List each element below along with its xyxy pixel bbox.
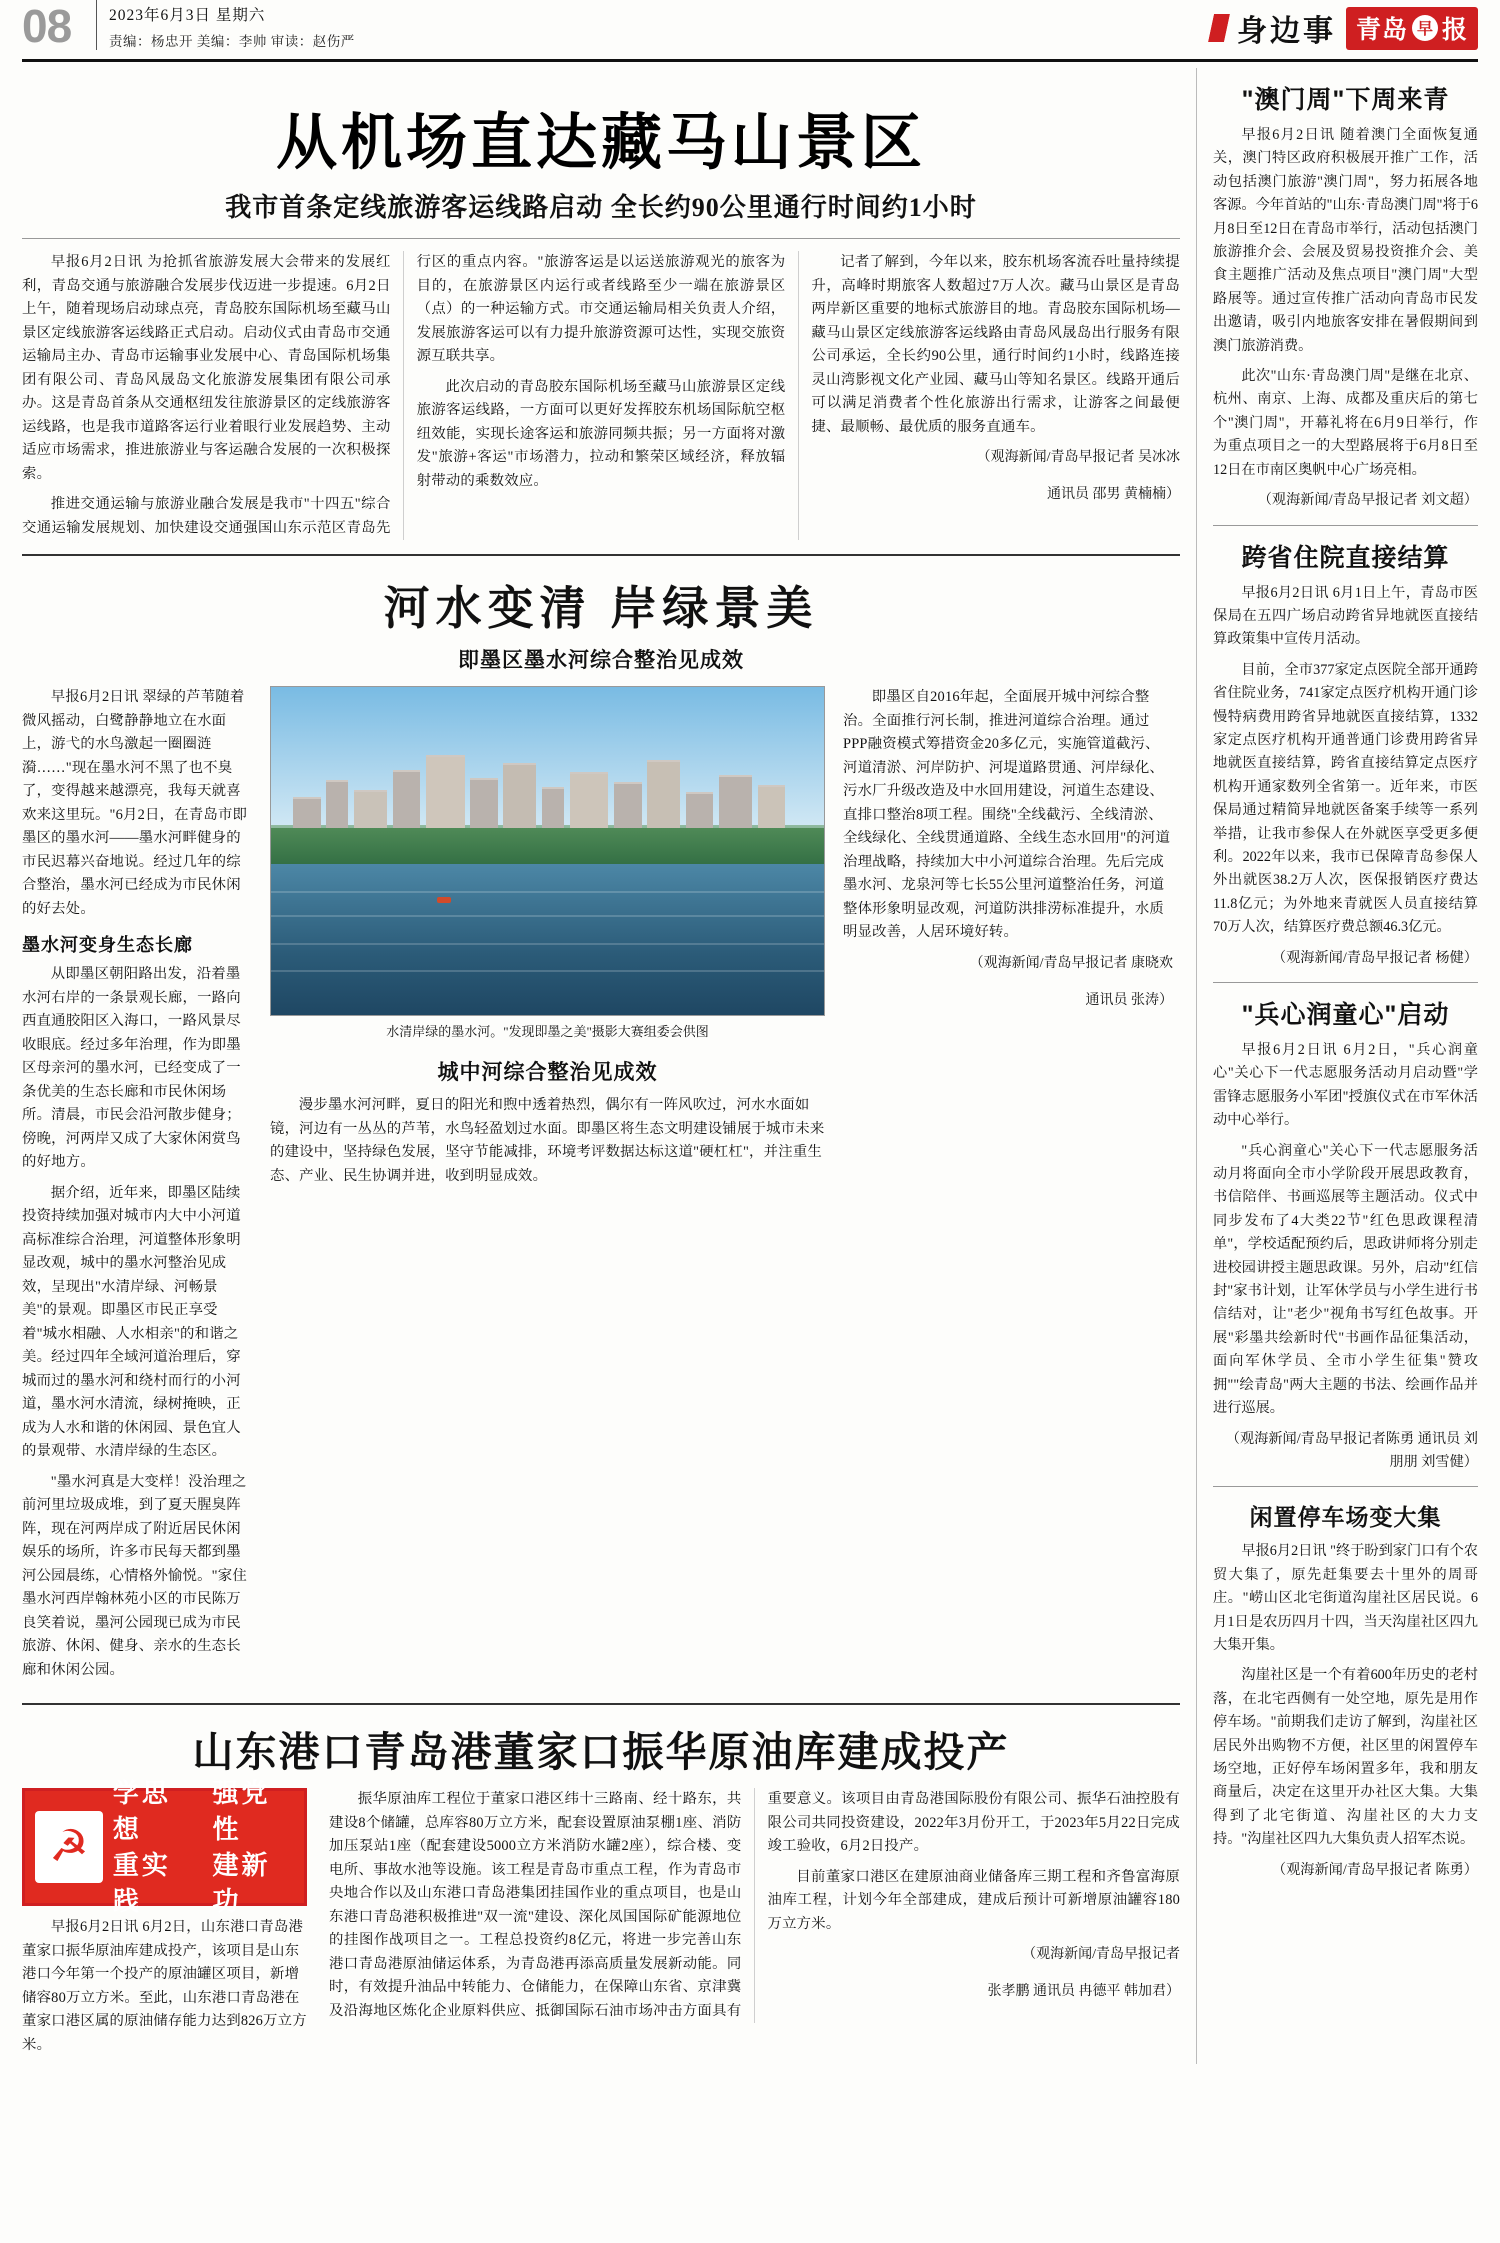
sidebar-headline: 跨省住院直接结算 — [1241, 543, 1450, 572]
paragraph: 振华原油库工程位于董家口港区纬十三路南、经十路东，共建设8个储罐，总库容80万立方米，配套设置原油泵棚1座、消防加压泵站1座（配套建设5000立方米消防水罐2座），综合楼、变电所、事故水池等设施。该工程是青岛市重点工程，作为青岛市央地合作以及山东港口青岛港集团挂国作业的重点项目，也是山东港口青岛港积极推进"双一流"建设、深化凤国国际矿能源地位的挂图作战项目之一。工程总投资约8亿元，将进一步完善山东港口青岛港原油储运体系，为青岛港再添高质量发展新动能。同时，有效提升油品中转能力、仓储能力，在保障山东省、京津冀及沿海地区炼化企业原料供应、抵御国际石油市场冲击方面具有重要意义。该项目由青岛港国际股份有限公司、振华石油控股有限公司共同投资建设，2022年3月份开工，于2023年5月22日完成竣工验收，6月2日投产。 — [329, 1791, 1180, 2019]
paragraph: 早报6月2日讯 "终于盼到家门口有个农贸大集了，原先赶集要去十里外的周哥庄。"崂山区北宅街道沟崖社区居民说。6月1日是农历四月十四，当天沟崖社区四九大集开集。 — [1213, 1543, 1478, 1653]
story3-headline: 山东港口青岛港董家口振华原油库建成投产 — [192, 1729, 1010, 1775]
party-slogan-banner — [22, 1778, 307, 1916]
paragraph: "墨水河真是大变样！没治理之前河里垃圾成堆，到了夏天腥臭阵阵，现在河两岸成了附近居民休闲娱乐的场所，许多市民每天都到墨河公园晨练，心情格外愉悦。"家住墨水河西岸翰林苑小区的市民陈万良笑着说，墨河公园现已成为市民旅游、休闲、健身、亲水的生态长廊和休闲公园。 — [22, 1473, 247, 1678]
story2-left — [22, 686, 252, 1689]
story2-headline: 河水变清 岸绿景美 — [383, 582, 819, 634]
section-title: 身边事 — [1236, 15, 1336, 48]
story1-byline-1: （观海新闻/青岛早报记者 吴冰冰 — [976, 450, 1180, 465]
story3-byline-2: 张孝鹏 通讯员 冉德平 韩加君） — [987, 1984, 1180, 1999]
sidebar-headline: "兵心润童心"启动 — [1241, 1001, 1450, 1029]
masthead — [22, 0, 1478, 62]
publication-date: 2023年6月3日 星期六 — [109, 7, 266, 24]
paragraph: 目前，全市377家定点医院全部开通跨省住院业务，741家定点医疗机构开通门诊慢特病费用跨省异地就医直接结算，1332家定点医疗机构开通普通门诊费用跨省异地就医直接结算，跨省直接结算定点医疗机构开通家数列全省第一。近年来，市医保局通过精简异地就医备案手续等一系列举措，让我市参保人在外就医享受更多便利。2022年以来，我市已保障青岛参保人外出就医38.2万人次，医保报销医疗费达11.8亿元；为外地来青就医人员直接结算70万人次，结算医疗费总额46.3亿元。 — [1213, 661, 1478, 936]
photo-caption: 水清岸绿的墨水河。"发现即墨之美"摄影大赛组委会供图 — [386, 1024, 709, 1039]
page-body — [22, 68, 1478, 2064]
sidebar-headline: 闲置停车场变大集 — [1249, 1504, 1442, 1531]
rule — [22, 1703, 1180, 1705]
story1-headline: 从机场直达藏马山景区 — [275, 108, 926, 176]
slogan-line2a: 重实践 — [112, 1850, 171, 1916]
paragraph: 推进交通运输与旅游业融合发展是我市"十四五"综合交通运输发展规划、加快建设交通强国山东示范区青岛先行区的重点内容。"旅游客运是以运送旅游观光的旅客为目的，在旅游景区内运行或者线路至少一端在旅游景区（点）的一种运输方式。市交通运输局相关负责人介绍，发展旅游客运可以有力提升旅游资源可达性，实现交旅资源互联共享。 — [22, 254, 786, 536]
paragraph: 早报6月2日讯 6月2日，山东港口青岛港董家口振华原油库建成投产，该项目是山东港口今年第一个投产的原油罐区项目，新增储容80万立方米。至此，山东港口青岛港在董家口港区属的原油储存能力达到826万立方米。 — [22, 1919, 307, 2053]
main-column — [22, 68, 1197, 2064]
masthead-info — [96, 0, 355, 50]
paragraph: 此次启动的青岛胶东国际机场至藏马山旅游景区定线旅游客运线路，一方面可以更好发挥胶东机场国际航空枢纽效能，实现长途客运和旅游同频共振；另一方面将对激发"旅游+客运"市场潜力，拉动和繁荣区域经济，释放辐射带动的乘数效应。 — [416, 378, 786, 489]
paragraph: 早报6月2日讯 6月2日，"兵心润童心"关心下一代志愿服务活动月启动暨"学雷锋志愿服务小军团"授旗仪式在市军休活动中心举行。 — [1213, 1042, 1478, 1129]
paragraph: 早报6月2日讯 6月1日上午，青岛市医保局在五四广场启动跨省异地就医直接结算政策集中宣传月活动。 — [1213, 584, 1478, 648]
sidebar-story-parking-market — [1213, 1499, 1478, 1882]
slogan-line1b: 强党性 — [212, 1778, 271, 1844]
story1-body — [22, 251, 1180, 540]
story2-byline-2: 通讯员 张涛） — [1085, 992, 1173, 1008]
rule — [1213, 982, 1478, 983]
slogan-text — [113, 1775, 294, 1919]
story3-left — [22, 1778, 307, 2064]
photo-water — [271, 864, 824, 1015]
sidebar-story-soldier-heart — [1213, 995, 1478, 1474]
sidebar-byline: （观海新闻/青岛早报记者陈勇 通讯员 刘朋朋 刘雪健） — [1225, 1430, 1478, 1470]
rule — [22, 554, 1180, 556]
paragraph: 早报6月2日讯 翠绿的芦苇随着微风摇动，白鹭静静地立在水面上，游弋的水鸟激起一圈圈涟漪……"现在墨水河不黑了也不臭了，变得越来越漂亮，我每天就喜欢来这里玩。"6月2日，在青岛市即墨区的墨水河——墨水河畔健身的市民迟幕兴奋地说。经过几年的综合整治，墨水河已经成为市民休闲的好去处。 — [22, 689, 248, 917]
story2-right — [843, 686, 1173, 1689]
river-photo — [270, 686, 825, 1016]
paragraph: 从即墨区朝阳路出发，沿着墨水河右岸的一条景观长廊，一路向西直通胶阳区入海口，一路风景尽收眼底。经过多年治理，作为即墨区母亲河的墨水河，已经变成了一条优美的生态长廊和市民休闲场所。清晨，市民会沿河散步健身；傍晚，河两岸又成了大家休闲赏鸟的好地方。 — [22, 966, 241, 1170]
sidebar-byline: （观海新闻/青岛早报记者 陈勇） — [1271, 1861, 1478, 1878]
paragraph: 漫步墨水河河畔，夏日的阳光和煦中透着热烈，偶尔有一阵风吹过，河水水面如镜，河边有一丛丛的芦苇，水鸟轻盈划过水面。即墨区将生态文明建设铺展于城市未来的建设中，坚持绿色发展，坚守节能减排，环境考评数据达标这道"硬杠杠"，并注重生态、产业、民生协调并进，收到明显成效。 — [270, 1097, 825, 1184]
newspaper-logo — [1346, 7, 1478, 50]
story-moshui-river — [22, 572, 1180, 1689]
paragraph: 目前董家口港区在建原油商业储备库三期工程和齐鲁富海原油库工程，计划今年全部建成，建成后预计可新增原油罐容180万立方米。 — [767, 1868, 1180, 1932]
sidebar-byline: （观海新闻/青岛早报记者 杨健） — [1271, 949, 1478, 966]
red-flag-icon — [1208, 14, 1230, 42]
logo-text-1: 青岛 — [1355, 16, 1408, 44]
story2-subtitle-1: 墨水河变身生态长廊 — [22, 935, 193, 955]
masthead-brand — [1211, 0, 1478, 50]
paragraph: 据介绍，近年来，即墨区陆续投资持续加强对城市内大中小河道高标准综合治理，河道整体形象明显改观，城中的墨水河整治见成效，呈现出"水清岸绿、河畅景美"的景观。即墨区市民正享受着"城水相融、人水相亲"的和谐之美。经过四年全域河道治理后，穿城而过的墨水河和绕村而行的小河道，墨水河水清流，绿树掩映，正成为人水和谐的休闲园、景色宜人的景观带、水清岸绿的生态区。 — [22, 1184, 241, 1459]
page-number: 08 — [22, 0, 72, 52]
slogan-line2b: 建新功 — [212, 1850, 271, 1916]
logo-text-2: 报 — [1441, 16, 1468, 44]
story3-body — [329, 1788, 1180, 2023]
sidebar-column — [1197, 68, 1478, 2064]
rule — [1213, 525, 1478, 526]
editor-credits: 责编：杨忠开 美编：李帅 审读：赵伤严 — [109, 34, 355, 49]
story1-byline-2: 通讯员 邵男 黄楠楠） — [1046, 487, 1180, 502]
story3-layout — [22, 1778, 1180, 2064]
story2-center — [270, 686, 825, 1689]
sidebar-story-macau-week — [1213, 80, 1478, 513]
logo-circle-icon: 早 — [1412, 15, 1438, 41]
story-zhenhua-oil-depot — [22, 1719, 1180, 2064]
story3-right — [329, 1788, 1180, 2064]
paragraph: 早报6月2日讯 为抢抓省旅游发展大会带来的发展红利，青岛交通与旅游融合发展步伐迈进一步提速。6月2日上午，随着现场启动球点亮，青岛胶东国际机场至藏马山景区定线旅游客运线路正式启动。启动仪式由青岛市交通运输局主办、青岛市运输事业发展中心、青岛国际机场集团有限公司、青岛风晟岛文化旅游发展集团有限公司承办。这是青岛首条从交通枢纽发往旅游景区的定线旅游客运线路，也是我市道路客运行业着眼行业发展趋势、主动适应市场需求，推进旅游业与客运融合发展的一次积极探索。 — [22, 254, 391, 482]
story-airport-zangmashan — [22, 94, 1180, 540]
sidebar-byline: （观海新闻/青岛早报记者 刘文超） — [1257, 492, 1478, 509]
story2-subtitle-2: 城中河综合整治见成效 — [437, 1060, 658, 1084]
slogan-line1a: 学思想 — [112, 1778, 171, 1844]
rule — [22, 238, 1180, 239]
story3-byline-1: （观海新闻/青岛早报记者 — [1022, 1947, 1180, 1962]
paragraph: "兵心润童心"关心下一代志愿服务活动月将面向全市小学阶段开展思政教育，书信陪伴、书画巡展等主题活动。仪式中同步发布了4大类22节"红色思政课程清单"，学校适配预约后，思政讲师将分别走进校园讲授主题思政课。另外，启动"红信封"家书计划，让军休学员与小学生进行书信结对，让"老少"视角书写红色故事。开展"彩墨共绘新时代"书画作品征集活动，面向军休学员、全市小学生征集"赞攻拥""绘青岛"两大主题的书法、绘画作品并进行巡展。 — [1213, 1142, 1478, 1417]
rule — [1213, 1486, 1478, 1487]
story2-subhead: 即墨区墨水河综合整治见成效 — [458, 648, 744, 672]
photo-skyline — [271, 746, 824, 831]
paragraph: 即墨区自2016年起，全面展开城中河综合整治。全面推行河长制，推进河道综合治理。通过PPP融资模式筹措资金20多亿元，实施管道截污、河道清淤、河岸防护、河堤道路贯通、河岸绿化、污水厂升级改造及中水回用建设，河道生态建设、直排口整治8项工程。围绕"全线截污、全线清淤、全线绿化、全线贯通道路、全线生态水回用"的河道治理战略，持续加大中小河道综合治理。先后完成墨水河、龙泉河等七长55公里河道整治任务，河道整体形象明显改观，河道防洪排涝标准提升，水质明显改善，人居环境好转。 — [843, 689, 1171, 940]
paragraph: 此次"山东·青岛澳门周"是继在北京、杭州、南京、上海、成都及重庆后的第七个"澳门周"，开幕礼将在6月9日举行，作为重点项目之一的大型路展将于6月8日至12日在市南区奥帆中心广场亮相。 — [1213, 368, 1478, 478]
sidebar-story-medical-settlement — [1213, 538, 1478, 971]
hammer-sickle-icon: ☭ — [35, 1811, 103, 1883]
paragraph: 沟崖社区是一个有着600年历史的老村落，在北宅西侧有一处空地，原先是用作停车场。"前期我们走访了解到，沟崖社区居民外出购物不方便，社区里的闲置停车场空地，正好停车场闲置多年，我和朋友商量后，决定在这里开办社区大集。大集得到了北宅街道、沟崖社区的大力支持。"沟崖社区四九大集负责人招军杰说。 — [1213, 1667, 1478, 1848]
story2-layout — [22, 686, 1180, 1689]
sidebar-headline: "澳门周"下周来青 — [1241, 86, 1450, 114]
story2-byline-1: （观海新闻/青岛早报记者 康晓欢 — [969, 955, 1173, 971]
story1-subhead: 我市首条定线旅游客运线路启动 全长约90公里通行时间约1小时 — [225, 193, 977, 222]
paragraph: 记者了解到，今年以来，胶东机场客流吞吐量持续提升，高峰时期旅客人数超过7万人次。藏马山景区是青岛两岸新区重要的地标式旅游目的地。青岛胶东国际机场—藏马山景区定线旅游客运线路由青岛风晟岛出行服务有限公司承运，全长约90公里，通行时间约1小时，线路连接灵山湾影视文化产业园、藏马山等知名景区。线路开通后可以满足消费者个性化旅游出行需求，让游客之间最便捷、最顺畅、最优质的服务直通车。 — [811, 254, 1180, 435]
paragraph: 早报6月2日讯 随着澳门全面恢复通关，澳门特区政府积极展开推广工作，活动包括澳门旅游"澳门周"，努力拓展各地客源。今年首站的"山东·青岛澳门周"将于6月8日至12日在青岛市举行，活动包括澳门旅游推介会、会展及贸易投资推介会、美食主题推广活动及焦点项目"澳门周"大型路展等。通过宣传推广活动向青岛市民发出邀请，吸引内地旅客安排在暑假期间到澳门旅游消费。 — [1213, 127, 1478, 354]
